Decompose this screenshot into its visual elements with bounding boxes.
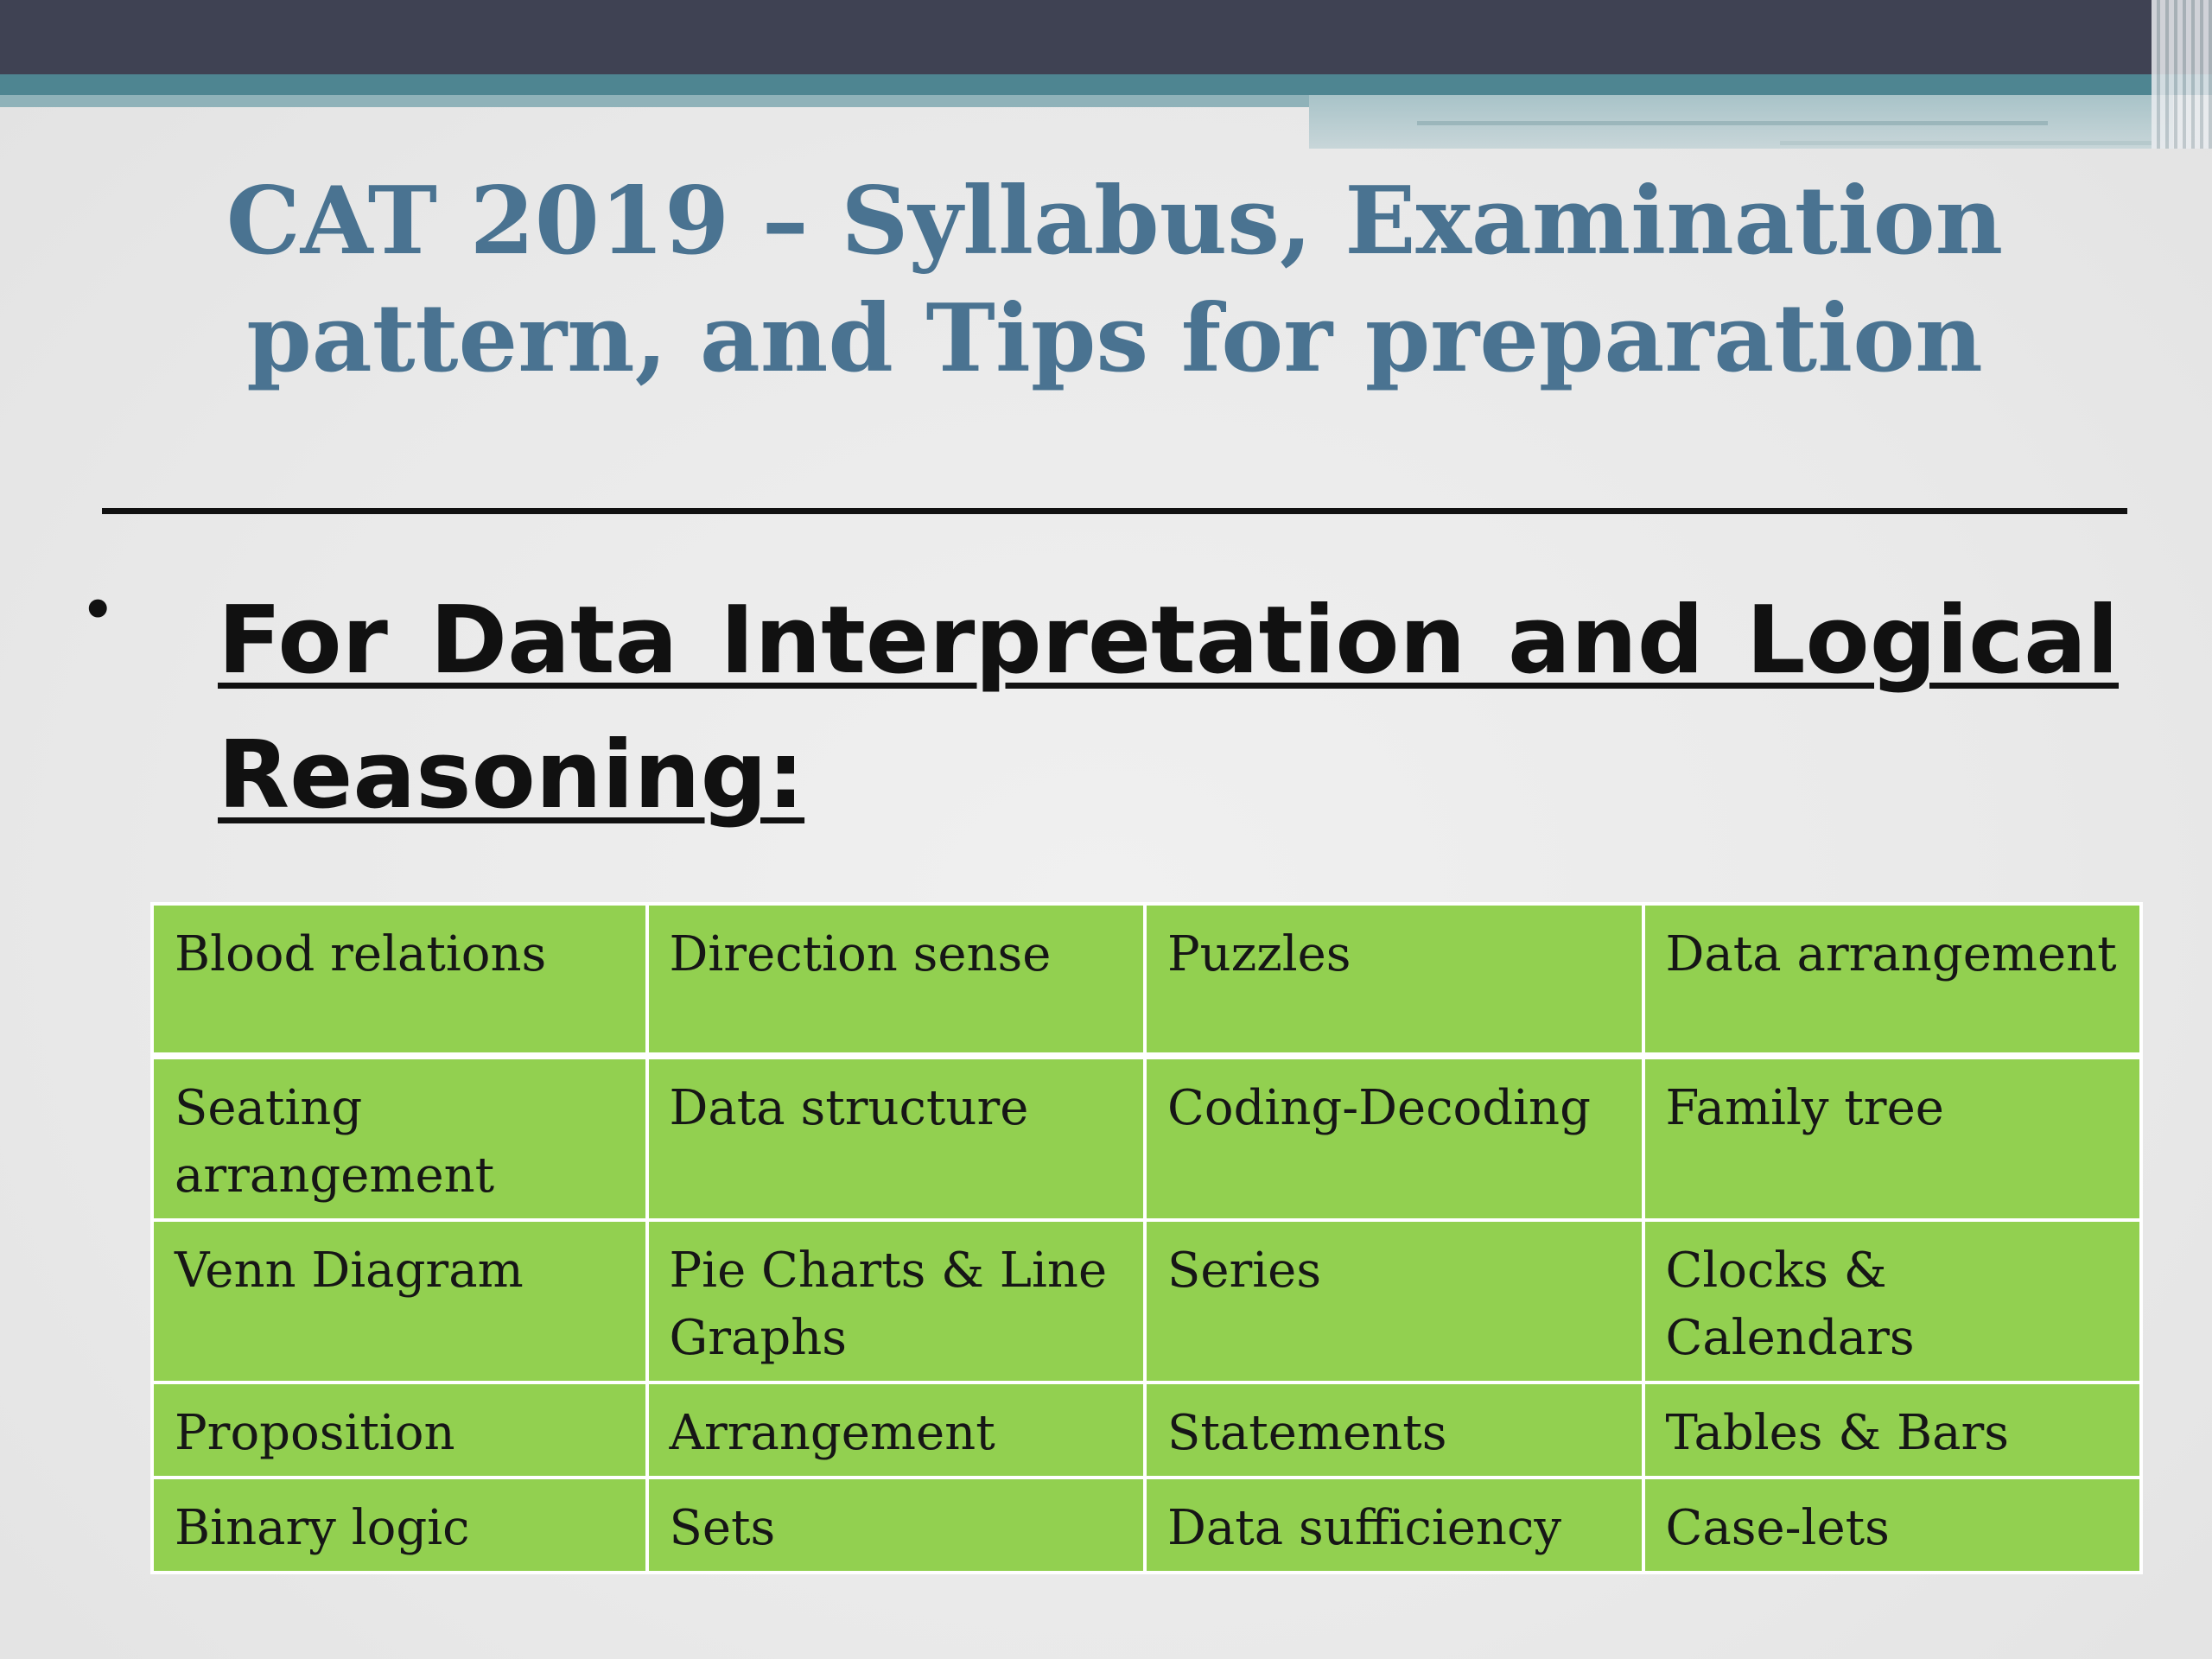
header-bar-dark xyxy=(0,0,2212,74)
table-cell: Seating arrangement xyxy=(150,1059,649,1222)
table-cell: Venn Diagram xyxy=(150,1222,649,1384)
bullet-icon: • xyxy=(79,574,117,646)
slide-title: CAT 2019 – Syllabus, Examination pattern, and Tips for preparation xyxy=(226,167,2004,393)
table-cell: Statements xyxy=(1147,1384,1645,1479)
header-bar-teal xyxy=(0,74,2212,95)
table-cell: Data arrangement xyxy=(1645,902,2144,1059)
table-cell: Data sufficiency xyxy=(1147,1479,1645,1574)
title-separator xyxy=(102,508,2127,514)
table-cell: Pie Charts & Line Graphs xyxy=(649,1222,1147,1384)
table-cell: Tables & Bars xyxy=(1645,1384,2144,1479)
table-row xyxy=(150,902,2143,1059)
table-cell: Binary logic xyxy=(150,1479,649,1574)
table-cell: Case-lets xyxy=(1645,1479,2144,1574)
table-row xyxy=(150,1479,2143,1574)
header-accent-line xyxy=(1780,141,2152,145)
table-cell: Puzzles xyxy=(1147,902,1645,1059)
table-cell: Family tree xyxy=(1645,1059,2144,1222)
table-cell: Clocks & Calendars xyxy=(1645,1222,2144,1384)
header-accent-line xyxy=(1417,121,2048,125)
table-cell: Blood relations xyxy=(150,902,649,1059)
table-cell: Arrangement xyxy=(649,1384,1147,1479)
table-cell: Direction sense xyxy=(649,902,1147,1059)
table-cell: Proposition xyxy=(150,1384,649,1479)
table-cell: Data structure xyxy=(649,1059,1147,1222)
table-cell: Sets xyxy=(649,1479,1147,1574)
header-edge-stripes xyxy=(2152,0,2212,149)
table-cell: Coding-Decoding xyxy=(1147,1059,1645,1222)
header-bar-teal-thin xyxy=(0,95,1309,107)
topics-table xyxy=(150,902,2143,1574)
table-row xyxy=(150,1222,2143,1384)
table-cell: Series xyxy=(1147,1222,1645,1384)
table-row xyxy=(150,1384,2143,1479)
table-row xyxy=(150,1059,2143,1222)
section-heading: For Data Interpretation and Logical Reasoning: xyxy=(218,587,2119,830)
